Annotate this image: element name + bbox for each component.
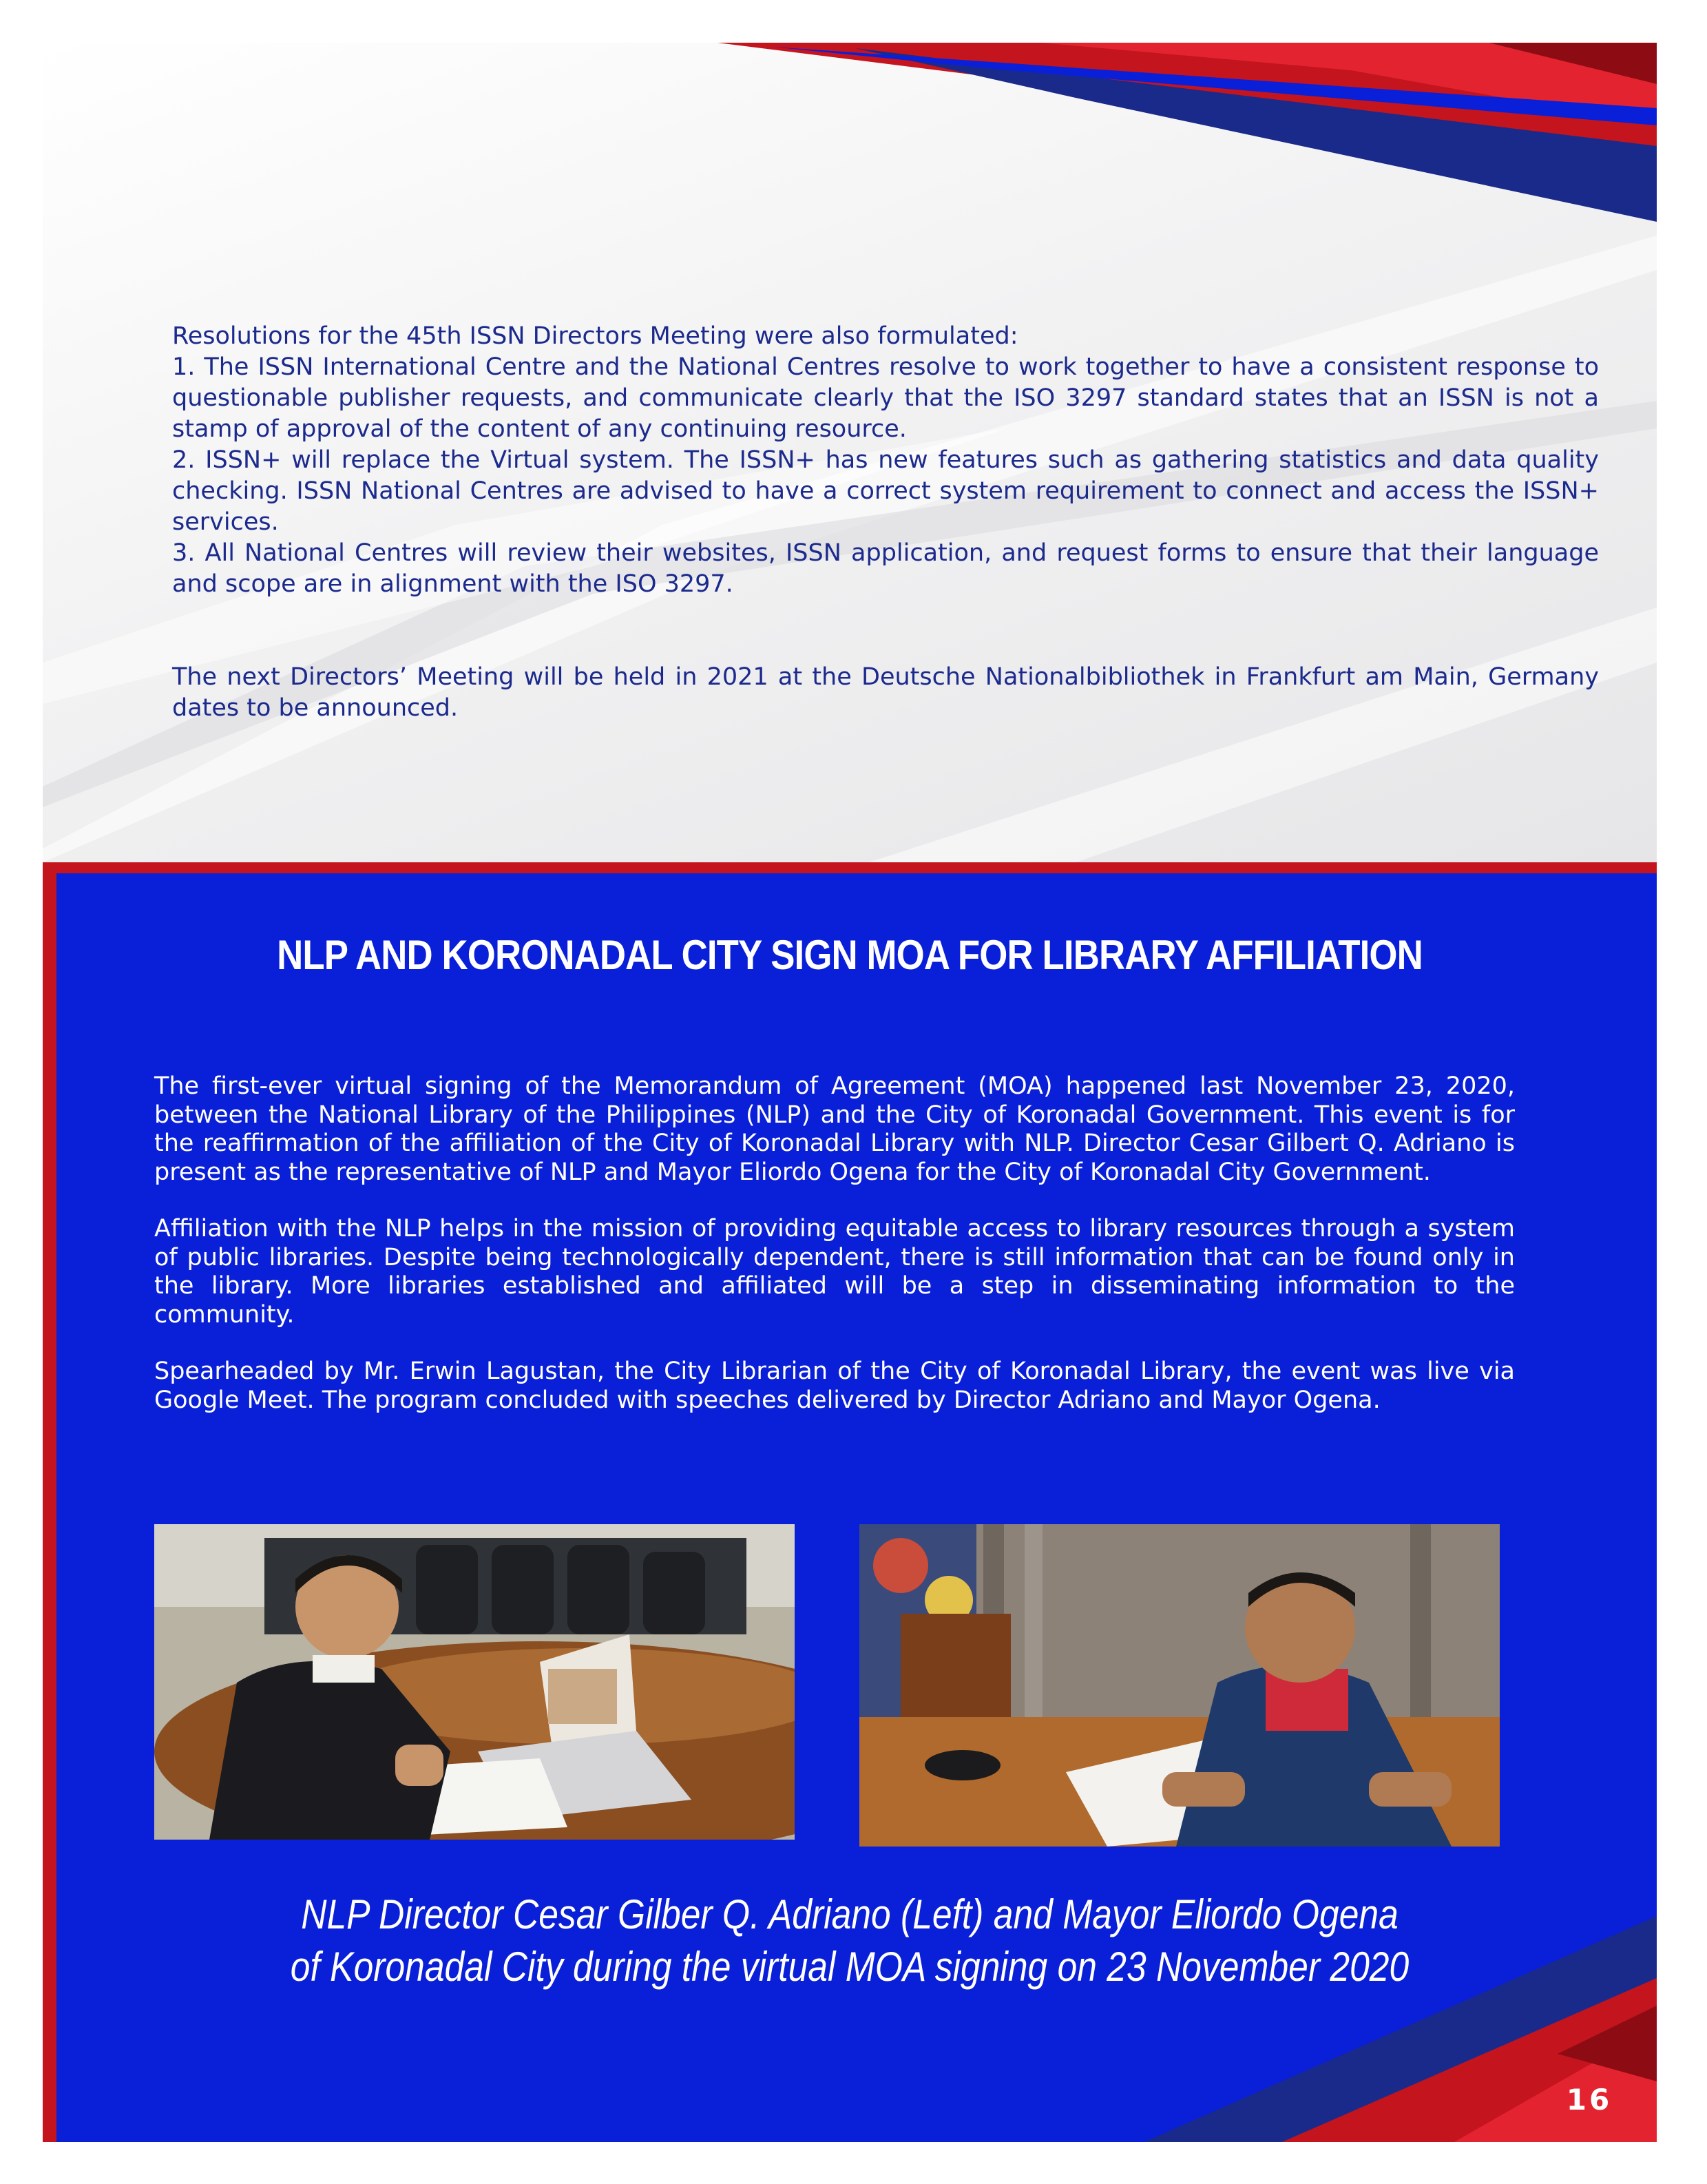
article-paragraph: Spearheaded by Mr. Erwin Lagustan, the City Librarian of the City of Koronadal Library, the event was live via Google Meet. The program concluded with speeches delivered by Director Adriano and Mayor Ogena. bbox=[154, 1358, 1515, 1414]
page-frame bbox=[43, 43, 1657, 2142]
article-body bbox=[154, 1072, 1515, 1443]
resolution-item-3: 3. All National Centres will review their websites, ISSN application, and request forms to ensure that their language and scope are in alignment with the ISO 3297. bbox=[172, 539, 1599, 598]
resolution-item-2: 2. ISSN+ will replace the Virtual system. The ISSN+ has new features such as gathering statistics and data quality checking. ISSN National Centres are advised to have a correct system requirement to connect and access the ISSN+ services. bbox=[172, 446, 1599, 536]
article-paragraph: The first-ever virtual signing of the Memorandum of Agreement (MOA) happened last November 23, 2020, between the National Library of the Philippines (NLP) and the City of Koronadal Government. This event is for the reaffirmation of the affiliation of the City of Koronadal Library with NLP. Director Cesar Gilbert Q. Adriano is present as the representative of NLP and Mayor Eliordo Ogena for the City of Koronadal City Government. bbox=[154, 1072, 1515, 1186]
page-number: 16 bbox=[1566, 2083, 1613, 2117]
caption-line-2: of Koronadal City during the virtual MOA signing on 23 November 2020 bbox=[290, 1944, 1410, 1990]
article-paragraph: Affiliation with the NLP helps in the mission of providing equitable access to library resources through a system of public libraries. Despite being technologically dependent, there is still information that can be found only in the library. More libraries established and affiliated will be a step in disseminating information to the community. bbox=[154, 1215, 1515, 1329]
resolutions-intro: Resolutions for the 45th ISSN Directors Meeting were also formulated: bbox=[172, 322, 1018, 350]
resolutions-section bbox=[172, 321, 1599, 724]
article-title: NLP AND KORONADAL CITY SIGN MOA FOR LIBRARY AFFILIATION bbox=[277, 932, 1423, 978]
next-meeting-note: The next Directors’ Meeting will be held in 2021 at the Deutsche Nationalbibliothek in Frankfurt am Main, Germany dates to be announced. bbox=[172, 663, 1599, 722]
photo-caption bbox=[156, 1889, 1544, 1993]
spacer bbox=[172, 600, 1599, 662]
photo-mayor-ogena bbox=[859, 1524, 1500, 1847]
resolution-item-1: 1. The ISSN International Centre and the National Centres resolve to work together to have a consistent response to questionable publisher requests, and communicate clearly that the ISO 3297 standard states that an ISSN is not a stamp of approval of the content of any continuing resource. bbox=[172, 353, 1599, 443]
photo-director-adriano bbox=[154, 1524, 795, 1840]
caption-line-1: NLP Director Cesar Gilber Q. Adriano (Left) and Mayor Eliordo Ogena bbox=[301, 1891, 1399, 1937]
